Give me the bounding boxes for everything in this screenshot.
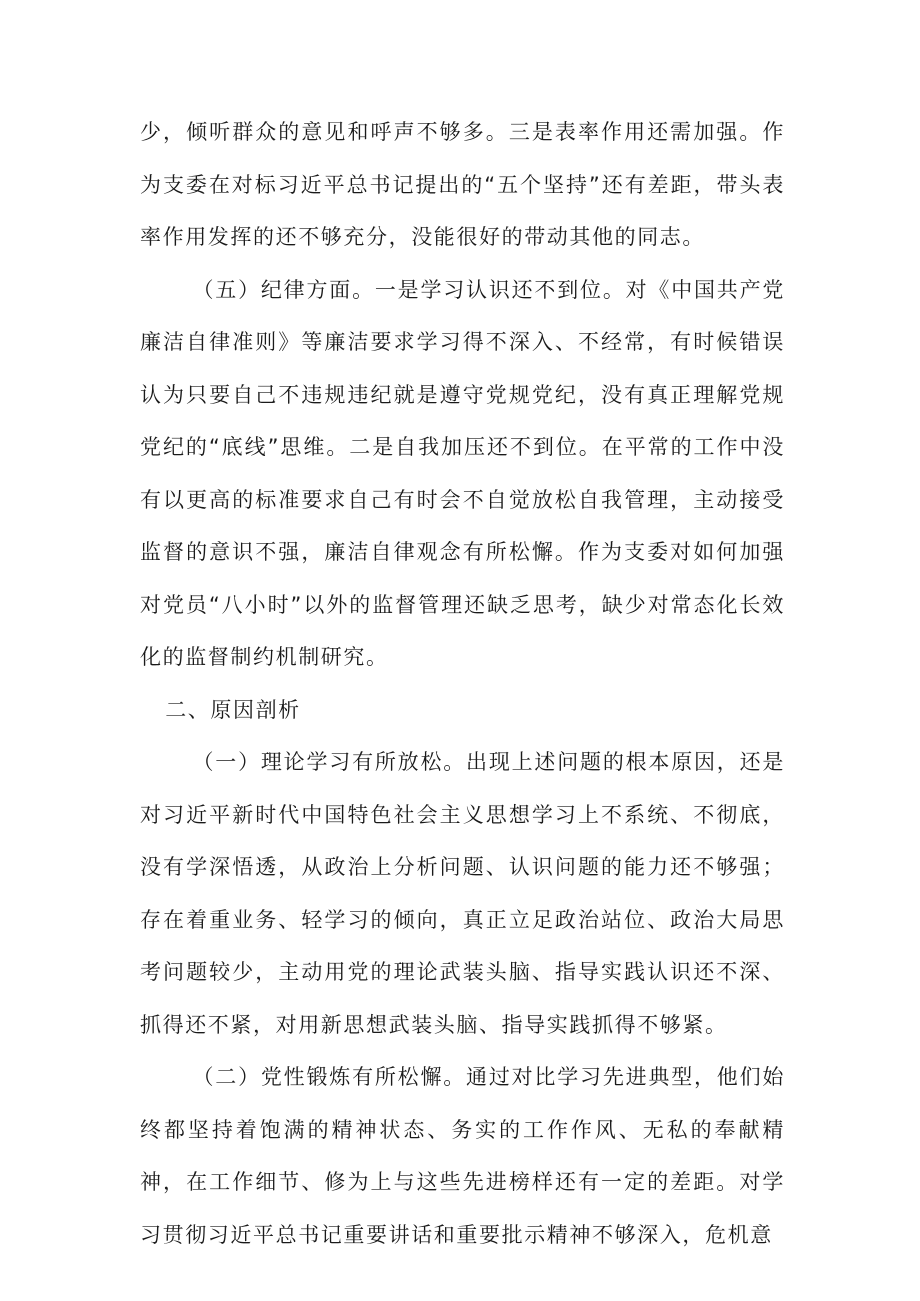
paragraph-party-spirit: （二）党性锻炼有所松懈。通过对比学习先进典型，他们始终都坚持着饱满的精神状态、务实的工作作风、无私的奉献精神，在工作细节、修为上与这些先进榜样还有一定的差距。对学习贯彻习近平总书记重要讲话和重要批示精神不够深入，危机意 [140, 1065, 785, 1247]
paragraph-discipline: （五）纪律方面。一是学习认识还不到位。对《中国共产党廉洁自律准则》等廉洁要求学习得不深入、不经常，有时候错误认为只要自己不违规违纪就是遵守党规党纪，没有真正理解党规党纪的“底线”思维。二是自我加压还不到位。在平常的工作中没有以更高的标准要求自己有时会不自觉放松自我管理，主动接受监督的意识不强，廉洁自律观念有所松懈。作为支委对如何加强对党员“八小时”以外的监督管理还缺乏思考，缺少对常态化长效化的监督制约机制研究。 [140, 277, 785, 669]
document-body [140, 106, 785, 1261]
paragraph-theory-study: （一）理论学习有所放松。出现上述问题的根本原因，还是对习近平新时代中国特色社会主义思想学习上不系统、不彻底，没有学深悟透，从政治上分析问题、认识问题的能力还不够强；存在着重业务、轻学习的倾向，真正立足政治站位、政治大局思考问题较少，主动用党的理论武装头脑、指导实践认识还不深、抓得还不紧，对用新思想武装头脑、指导实践抓得不够紧。 [140, 750, 785, 1037]
paragraph-continued: 少，倾听群众的意见和呼声不够多。三是表率作用还需加强。作为支委在对标习近平总书记提出的“五个坚持”还有差距，带头表率作用发挥的还不够充分，没能很好的带动其他的同志。 [140, 120, 785, 249]
section-heading: 二、原因剖析 [165, 697, 301, 722]
